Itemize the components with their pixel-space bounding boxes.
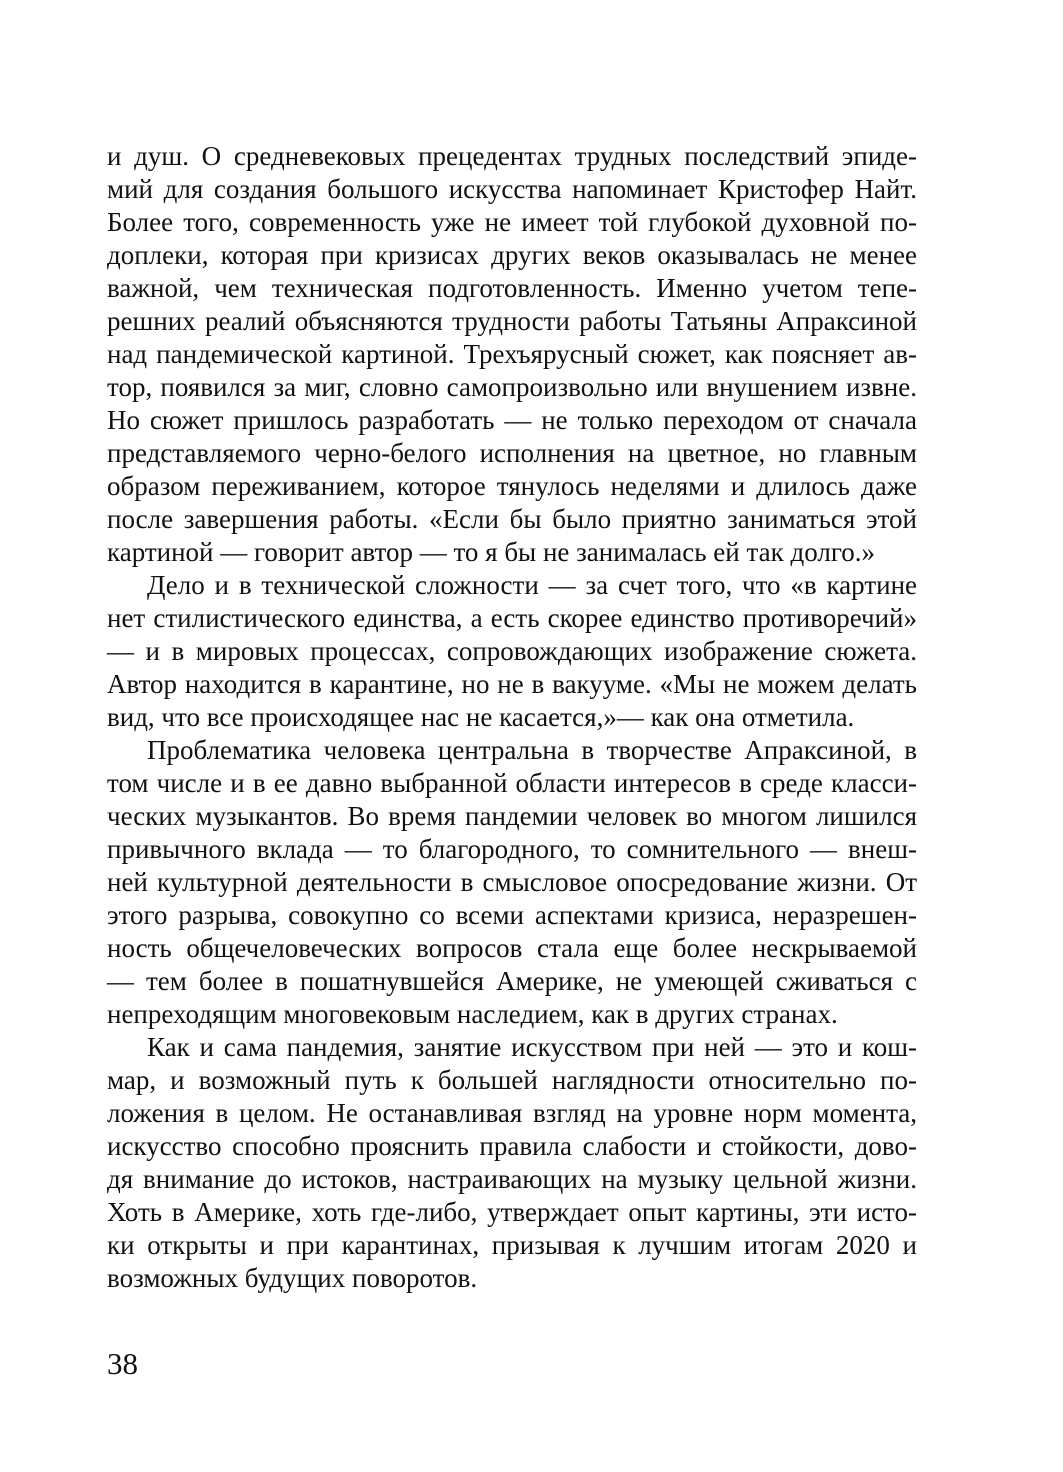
text-line: после завершения работы. «Если бы было приятно заниматься этой bbox=[107, 504, 917, 534]
text-line: Хоть в Америке, хоть где-либо, утверждает опыт картины, эти исто- bbox=[107, 1197, 917, 1227]
text-line: нет стилистического единства, а есть скорее единство противоречий» bbox=[107, 603, 917, 633]
text-line: ность общечеловеческих вопросов стала еще более нескрываемой bbox=[107, 933, 917, 963]
text-line: ческих музыкантов. Во время пандемии человек во многом лишился bbox=[107, 801, 917, 831]
paragraph bbox=[107, 1031, 917, 1295]
text-line: Дело и в технической сложности — за счет того, что «в картине bbox=[147, 570, 917, 600]
paragraph bbox=[107, 734, 917, 1031]
text-line: непреходящим многовековым наследием, как в других странах. bbox=[107, 999, 838, 1029]
body-text bbox=[107, 140, 917, 1295]
text-line: доплеки, которая при кризисах других веков оказывалась не менее bbox=[107, 240, 917, 270]
text-line: мар, и возможный путь к большей наглядности относительно по- bbox=[107, 1065, 917, 1095]
text-line: — и в мировых процессах, сопровождающих изображение сюжета. bbox=[107, 636, 917, 666]
text-line: Но сюжет пришлось разработать — не только переходом от сначала bbox=[107, 405, 917, 435]
text-line: решних реалий объясняются трудности работы Татьяны Апраксиной bbox=[107, 306, 917, 336]
text-line: возможных будущих поворотов. bbox=[107, 1263, 478, 1293]
text-line: тор, появился за миг, словно самопроизвольно или внушением извне. bbox=[107, 372, 917, 402]
text-line: представляемого черно-белого исполнения на цветное, но главным bbox=[107, 438, 917, 468]
text-line: — тем более в пошатнувшейся Америке, не умеющей сживаться с bbox=[107, 966, 917, 996]
text-line: и душ. О средневековых прецедентах трудных последствий эпиде- bbox=[107, 141, 917, 171]
text-line: том числе и в ее давно выбранной области интересов в среде класси- bbox=[107, 768, 917, 798]
text-line: картиной — говорит автор — то я бы не занималась ей так долго.» bbox=[107, 537, 875, 567]
text-line: дя внимание до истоков, настраивающих на музыку цельной жизни. bbox=[107, 1164, 917, 1194]
text-line: искусство способно прояснить правила слабости и стойкости, дово- bbox=[107, 1131, 917, 1161]
page-number: 38 bbox=[107, 1346, 138, 1381]
text-line: Как и сама пандемия, занятие искусством при ней — это и кош- bbox=[147, 1032, 917, 1062]
text-line: ней культурной деятельности в смысловое опосредование жизни. От bbox=[107, 867, 917, 897]
paragraph bbox=[107, 140, 917, 569]
text-line: ложения в целом. Не останавливая взгляд на уровне норм момента, bbox=[107, 1098, 917, 1128]
text-line: Проблематика человека центральна в творчестве Апраксиной, в bbox=[147, 735, 917, 765]
text-line: ки открыты и при карантинах, призывая к лучшим итогам 2020 и bbox=[107, 1230, 917, 1260]
text-line: над пандемической картиной. Трехъярусный сюжет, как поясняет ав- bbox=[107, 339, 917, 369]
paragraph bbox=[107, 569, 917, 734]
text-line: мий для создания большого искусства напоминает Кристофер Найт. bbox=[107, 174, 917, 204]
text-line: образом переживанием, которое тянулось неделями и длилось даже bbox=[107, 471, 917, 501]
text-line: вид, что все происходящее нас не касается,»— как она отметила. bbox=[107, 702, 855, 732]
text-line: привычного вклада — то благородного, то сомнительного — внеш- bbox=[107, 834, 917, 864]
text-line: Автор находится в карантине, но не в вакууме. «Мы не можем делать bbox=[107, 669, 917, 699]
text-line: Более того, современность уже не имеет той глубокой духовной по- bbox=[107, 207, 917, 237]
text-line: этого разрыва, совокупно со всеми аспектами кризиса, неразрешен- bbox=[107, 900, 917, 930]
text-line: важной, чем техническая подготовленность. Именно учетом тепе- bbox=[107, 273, 917, 303]
